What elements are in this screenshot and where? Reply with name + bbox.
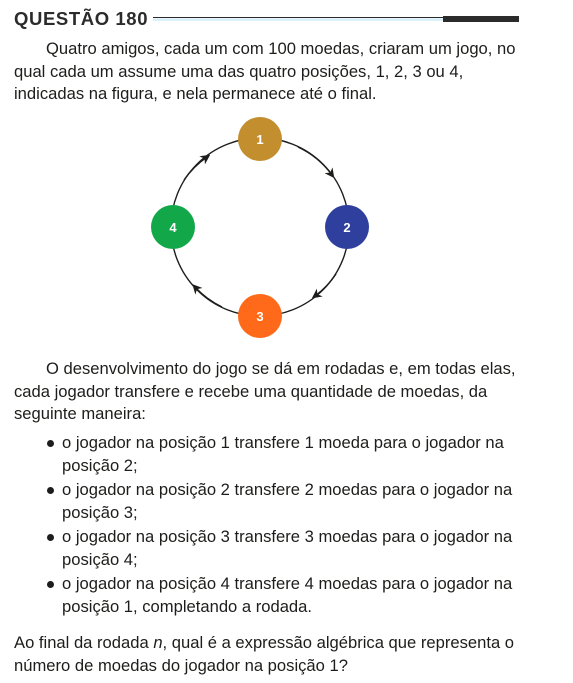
- position-node-2: [325, 205, 369, 249]
- position-node-label: 1: [256, 132, 264, 147]
- rule-item: [14, 479, 529, 524]
- rule-text: o jogador na posição 3 transfere 3 moedas para o jogador na posição 4;: [62, 527, 513, 569]
- intro-text: Quatro amigos, cada um com 100 moedas, criaram um jogo, no qual cada um assume uma das quatro posições, 1, 2, 3 ou 4, indicadas na figura, e nela permanece até o final.: [14, 39, 516, 103]
- rule-text: o jogador na posição 1 transfere 1 moeda para o jogador na posição 2;: [62, 433, 504, 475]
- position-node-4: [151, 205, 195, 249]
- arrow-2-to-3: [315, 274, 336, 296]
- final-question: [14, 632, 526, 677]
- intro-paragraph: [14, 38, 526, 106]
- development-paragraph: [14, 358, 529, 426]
- arrow-1-to-2: [298, 147, 332, 175]
- header-rule-thin: [153, 17, 443, 22]
- bullet-icon: [47, 534, 54, 541]
- final-question-after: , qual é a expressão algébrica que representa o número de moedas do jogador na posição 1?: [14, 633, 515, 675]
- rules-list: [14, 432, 529, 620]
- arrow-3-to-4: [195, 287, 222, 307]
- rule-item: [14, 432, 529, 477]
- header-rule-thick: [443, 16, 519, 22]
- question-title: QUESTÃO 180: [14, 8, 149, 29]
- position-node-3: [238, 294, 282, 338]
- bullet-icon: [47, 440, 54, 447]
- bullet-icon: [47, 581, 54, 588]
- rule-item: [14, 526, 529, 571]
- rule-text: o jogador na posição 4 transfere 4 moedas para o jogador na posição 1, completando a rodada.: [62, 574, 513, 616]
- position-node-label: 3: [256, 309, 264, 324]
- final-question-before: Ao final da rodada: [14, 633, 154, 652]
- development-text: O desenvolvimento do jogo se dá em rodadas e, em todas elas, cada jogador transfere e recebe uma quantidade de moedas, da seguinte maneira:: [14, 359, 516, 423]
- position-diagram: [140, 114, 380, 346]
- header-rule: [153, 16, 519, 22]
- rule-text: o jogador na posição 2 transfere 2 moedas para o jogador na posição 3;: [62, 480, 513, 522]
- position-node-1: [238, 117, 282, 161]
- position-node-label: 2: [343, 220, 351, 235]
- position-diagram-svg: [140, 114, 380, 346]
- rule-item: [14, 573, 529, 618]
- question-header: [14, 6, 519, 32]
- position-node-label: 4: [169, 220, 177, 235]
- bullet-icon: [47, 487, 54, 494]
- round-variable: n: [153, 633, 163, 652]
